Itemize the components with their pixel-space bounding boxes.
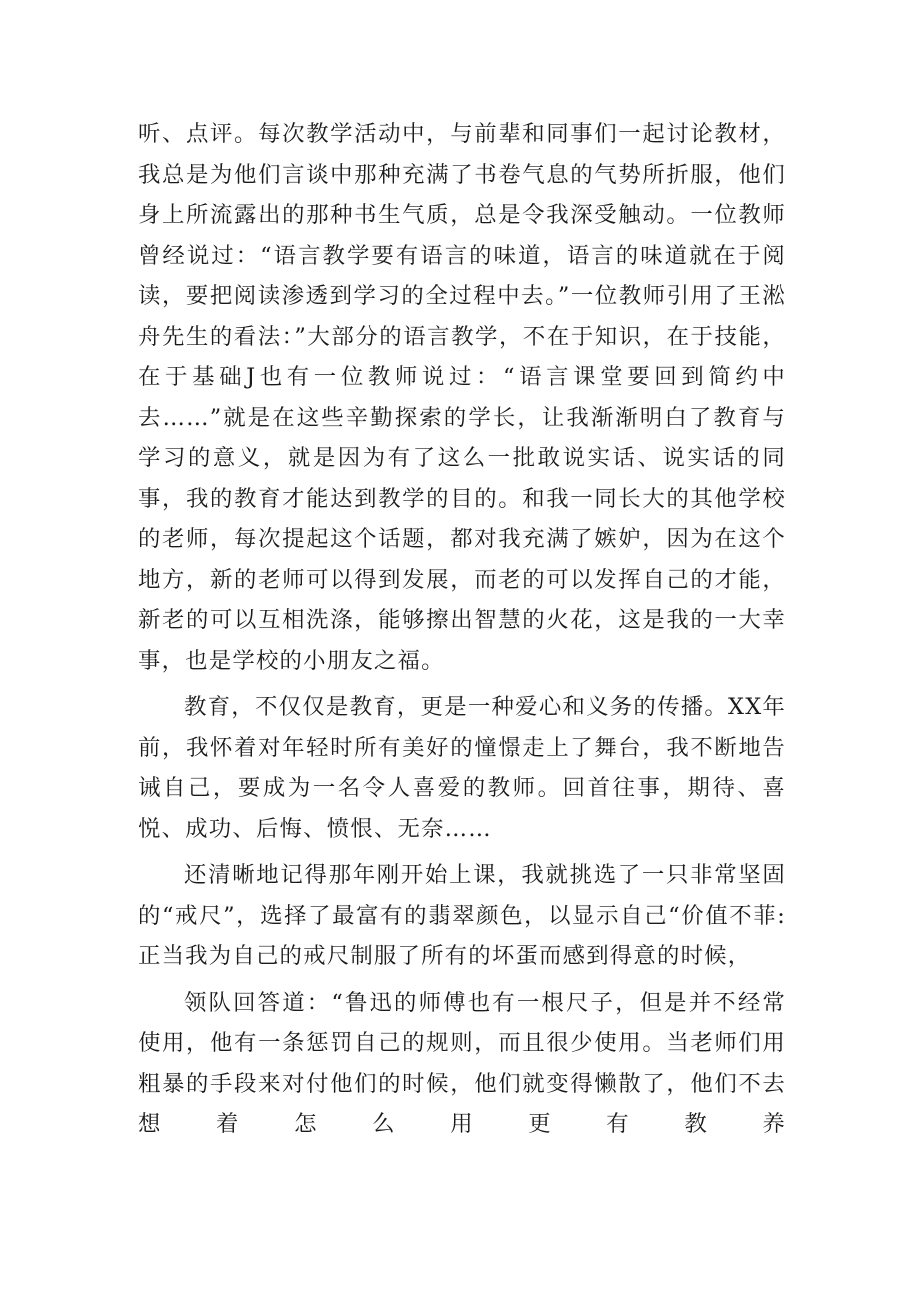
paragraph-2: 教育，不仅仅是教育，更是一种爱心和义务的传播。XX年前，我怀着对年轻时所有美好的憧憬走上了舞台，我不断地告诫自己，要成为一名令人喜爱的教师。回首往事，期待、喜悦、成功、后悔、愤恨、无奈…… [138, 694, 786, 842]
document-body [138, 114, 786, 1145]
paragraph-3: 还清晰地记得那年刚开始上课，我就挑选了一只非常坚固的“戒尺”，选择了最富有的翡翠颜色，以显示自己“价值不菲:正当我为自己的戒尺制服了所有的坏蛋而感到得意的时候， [138, 862, 786, 969]
paragraph-4: 领队回答道：“鲁迅的师傅也有一根尺子，但是并不经常使用，他有一条惩罚自己的规则，而且很少使用。当老师们用粗暴的手段来对付他们的时候，他们就变得懒散了，他们不去想着怎么用更有教养 [138, 989, 786, 1137]
paragraph-1: 听、点评。每次教学活动中，与前辈和同事们一起讨论教材，我总是为他们言谈中那种充满了书卷气息的气势所折服，他们身上所流露出的那种书生气质，总是令我深受触动。一位教师曾经说过：“语言教学要有语言的味道，语言的味道就在于阅读，要把阅读渗透到学习的全过程中去。”一位教师引用了王淞舟先生的看法：”大部分的语言教学，不在于知识，在于技能，在于基础J也有一位教师说过：“语言课堂要回到简约中去……”就是在这些辛勤探索的学长，让我渐渐明白了教育与学习的意义，就是因为有了这么一批敢说实话、说实话的同事，我的教育才能达到教学的目的。和我一同长大的其他学校的老师，每次提起这个话题，都对我充满了嫉妒，因为在这个地方，新的老师可以得到发展，而老的可以发挥自己的才能，新老的可以互相洗涤，能够擦出智慧的火花，这是我的一大幸事，也是学校的小朋友之福。 [138, 121, 786, 674]
